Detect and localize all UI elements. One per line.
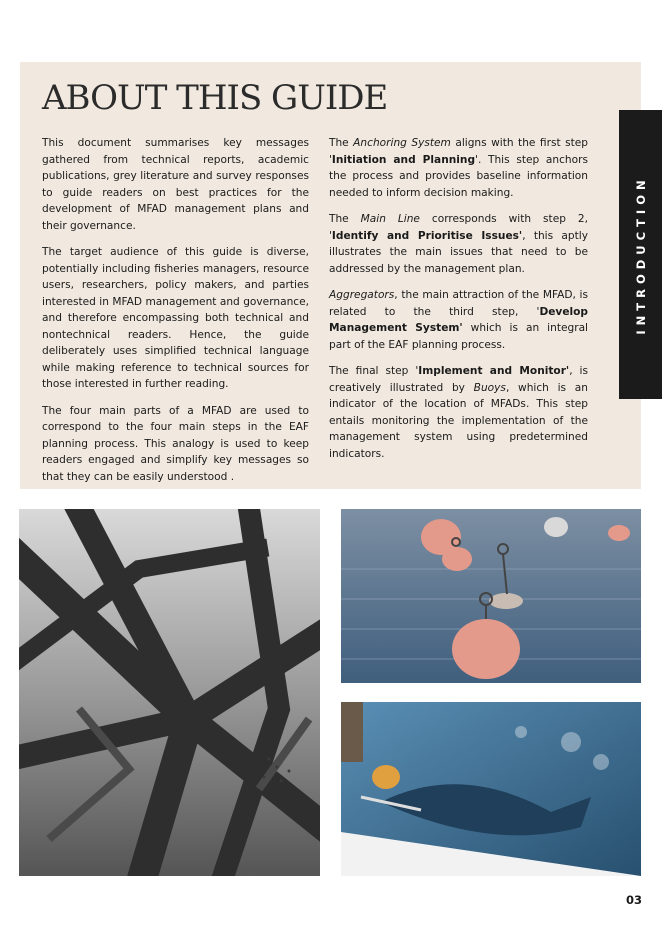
section-tab-label: INTRODUCTION (633, 174, 648, 335)
anchoring-system-paragraph: The Anchoring System aligns with the first step 'Initiation and Planning'. This step anchors the process and provides baseline information needed to inform decision making. (329, 137, 589, 199)
left-column (42, 135, 309, 495)
aggregators-paragraph: Aggregators, the main attraction of the MFAD, is related to the third step, 'Develop Management System' which is an integral part of the EAF planning process. (329, 289, 589, 351)
photo-marlin (341, 702, 641, 876)
right-column (329, 135, 588, 472)
intro-paragraph-1: This document summarises key messages gathered from technical reports, academic publications, grey literature and survey responses to guide readers on best practices for the development of MFAD management plans and their governance. (42, 137, 309, 232)
buoys-paragraph: The final step 'Implement and Monitor', is creatively illustrated by Buoys, which is an indicator of the location of MFADs. This step entails monitoring the implementation of the management system using predetermined indicators. (329, 365, 588, 460)
main-line-paragraph: The Main Line corresponds with step 2, 'Identify and Prioritise Issues', this aptly illustrates the main issues that need to be addressed by the management plan. (329, 213, 588, 275)
photo-underwater-structure (19, 509, 320, 876)
photo-buoys (341, 509, 641, 683)
section-tab (619, 110, 662, 399)
page-title: ABOUT THIS GUIDE (42, 78, 388, 118)
page-number: 03 (625, 893, 642, 907)
intro-paragraph-2: The target audience of this guide is diverse, potentially including fisheries managers, resource users, researchers, policy makers, and parties interested in MFAD management and governance, and therefore encompassing both technical and nontechnical readers. Hence, the guide deliberately uses simplified technical language while making reference to technical sources for those interested in further reading. (42, 246, 309, 390)
intro-paragraph-3: The four main parts of a MFAD are used to correspond to the four main steps in the EAF planning process. This analogy is used to keep readers engaged and simplify key messages so that they can be easily understood . (42, 404, 309, 483)
